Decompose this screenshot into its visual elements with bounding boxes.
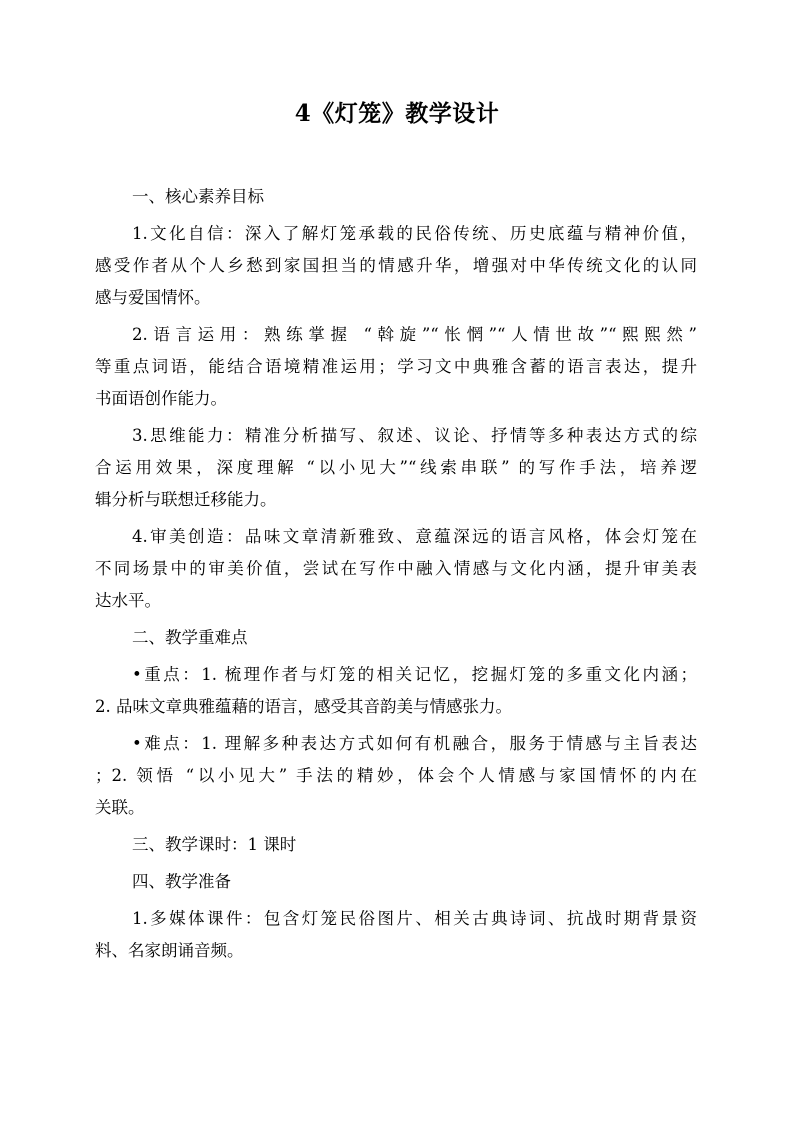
document-title: 4《灯笼》教学设计 <box>294 100 500 127</box>
paragraph-line: 达水平。 <box>95 591 161 610</box>
paragraph-line: 关联。 <box>95 798 145 817</box>
difficult-point <box>95 728 697 824</box>
paragraph-line: 不同场景中的审美价值，尝试在写作中融入情感与文化内涵，提升审美表 <box>95 559 697 578</box>
paragraph-line: 1.文化自信：深入了解灯笼承载的民俗传统、历史底蕴与精神价值， <box>132 224 697 243</box>
paragraph-line: 辑分析与联想迁移能力。 <box>95 490 277 509</box>
paragraph-line: 2.语言运用：熟练掌握 “斡旋”“怅惘”“人情世故”“熙熙然” <box>132 325 697 344</box>
section-heading-class-hours: 三、教学课时：1 课时 <box>132 835 297 854</box>
goal-aesthetic-creation <box>95 521 697 617</box>
key-point <box>95 659 697 723</box>
paragraph-line: 等重点词语，能结合语境精准运用；学习文中典雅含蓄的语言表达，提升 <box>95 357 697 376</box>
paragraph-line: 合运用效果，深度理解 “以小见大”“线索串联” 的写作手法，培养逻 <box>95 458 697 477</box>
paragraph-line: 3.思维能力：精准分析描写、叙述、议论、抒情等多种表达方式的综 <box>132 426 697 445</box>
paragraph-line: •难点：1. 理解多种表达方式如何有机融合，服务于情感与主旨表达 <box>132 734 697 753</box>
paragraph-line: 感受作者从个人乡愁到家国担当的情感升华，增强对中华传统文化的认同 <box>95 256 697 275</box>
paragraph-line: 1.多媒体课件：包含灯笼民俗图片、相关古典诗词、抗战时期背景资 <box>132 909 697 928</box>
document-body <box>95 181 697 967</box>
preparation-multimedia <box>95 903 697 967</box>
paragraph-line: 书面语创作能力。 <box>95 389 227 408</box>
paragraph-line: 料、名家朗诵音频。 <box>95 941 244 960</box>
section-heading-key-points: 二、教学重难点 <box>132 628 248 647</box>
paragraph-line: 感与爱国情怀。 <box>95 288 211 307</box>
section-heading-core-goals: 一、核心素养目标 <box>132 187 264 206</box>
paragraph-line: ；2. 领悟 “以小见大” 手法的精妙，体会个人情感与家国情怀的内在 <box>95 766 697 785</box>
paragraph-line: 4.审美创造：品味文章清新雅致、意蕴深远的语言风格，体会灯笼在 <box>132 527 697 546</box>
goal-language-use <box>95 319 697 415</box>
section-heading-preparation: 四、教学准备 <box>132 872 231 891</box>
goal-thinking-ability <box>95 420 697 516</box>
paragraph-line: •重点：1. 梳理作者与灯笼的相关记忆，挖掘灯笼的多重文化内涵； <box>132 665 697 684</box>
paragraph-line: 2. 品味文章典雅蕴藉的语言，感受其音韵美与情感张力。 <box>95 697 512 716</box>
goal-cultural-confidence <box>95 218 697 314</box>
